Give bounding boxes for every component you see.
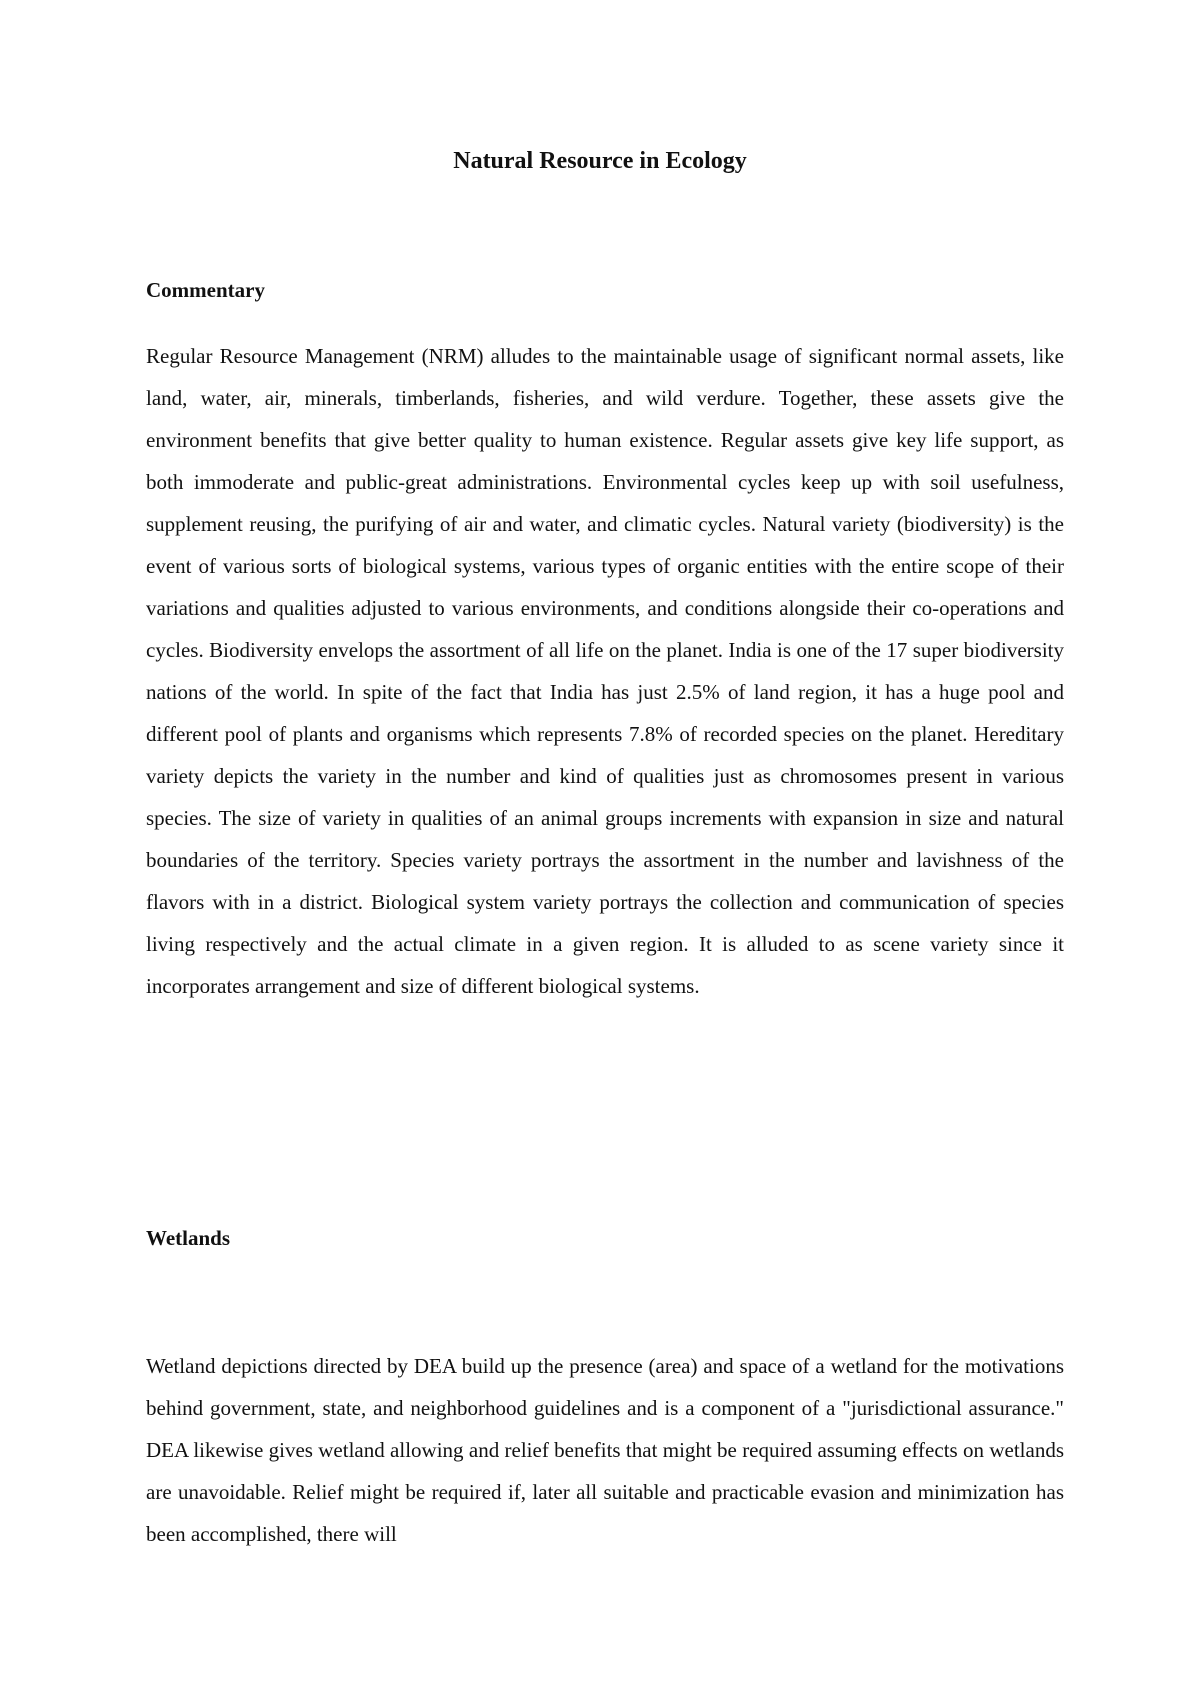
section-heading-wetlands: Wetlands bbox=[146, 1226, 231, 1250]
section-paragraph-commentary: Regular Resource Management (NRM) alludes to the maintainable usage of significant normal assets, like land, water, air, minerals, timberlands, fisheries, and wild verdure. Together, these assets give the environment benefits that give better quality to human existence. Regular assets give key life support, as both immoderate and public-great administrations. Environmental cycles keep up with soil usefulness, supplement reusing, the purifying of air and water, and climatic cycles. Natural variety (biodiversity) is the event of various sorts of biological systems, various types of organic entities with the entire scope of their variations and qualities adjusted to various environments, and conditions alongside their co-operations and cycles. Biodiversity envelops the assortment of all life on the planet. India is one of the 17 super biodiversity nations of the world. In spite of the fact that India has just 2.5% of land region, it has a huge pool and different pool of plants and organisms which represents 7.8% of recorded species on the planet. Hereditary variety depicts the variety in the number and kind of qualities just as chromosomes present in various species. The size of variety in qualities of an animal groups increments with expansion in size and natural boundaries of the territory. Species variety portrays the assortment in the number and lavishness of the flavors with in a district. Biological system variety portrays the collection and communication of species living respectively and the actual climate in a given region. It is alluded to as scene variety since it incorporates arrangement and size of different biological systems. bbox=[146, 344, 1064, 998]
section-paragraph-wetlands: Wetland depictions directed by DEA build up the presence (area) and space of a wetland for the motivations behind government, state, and neighborhood guidelines and is a component of a "jurisdictional assurance." DEA likewise gives wetland allowing and relief benefits that might be required assuming effects on wetlands are unavoidable. Relief might be required if, later all suitable and practicable evasion and minimization has been accomplished, there will bbox=[146, 1354, 1064, 1546]
document-title: Natural Resource in Ecology bbox=[453, 148, 747, 174]
section-heading-commentary: Commentary bbox=[146, 278, 265, 302]
